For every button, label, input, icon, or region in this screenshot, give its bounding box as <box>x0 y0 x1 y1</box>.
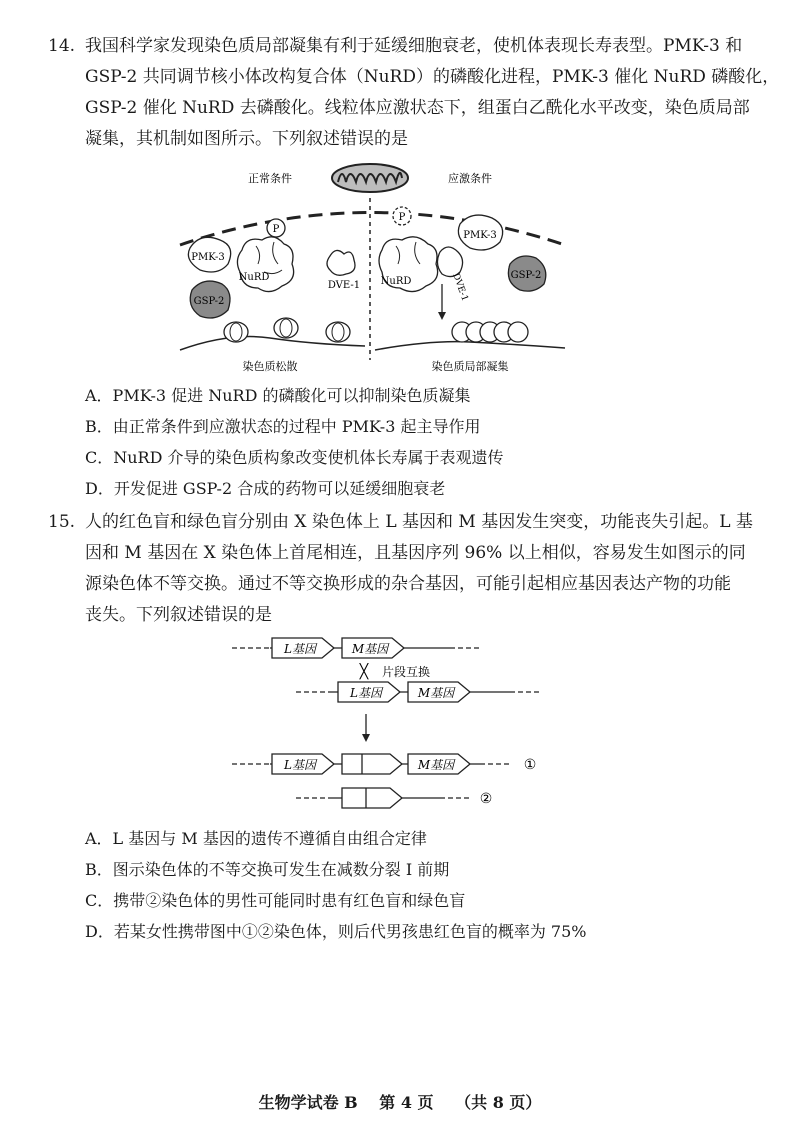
dve1-protein-left <box>327 250 360 291</box>
svg-text:P: P <box>272 224 280 235</box>
phosphate-left <box>267 219 285 237</box>
chromosome-2-marker: ② <box>479 791 493 807</box>
q14-option-b: B．由正常条件到应激状态的过程中 PMK-3 起主导作用 <box>85 417 481 436</box>
question-14-number: 14. <box>48 36 76 56</box>
recombinant-chromosome-1 <box>232 754 512 774</box>
chromatin-mechanism-figure <box>170 160 570 382</box>
svg-text:NuRD: NuRD <box>380 276 412 287</box>
nurd-complex-right <box>379 237 438 292</box>
question-15-line-3: 源染色体不等交换。通过不等交换形成的杂合基因，可能引起相应基因表达产物的功能 <box>85 574 731 594</box>
condensed-chromatin-caption: 染色质局部凝集 <box>431 360 509 373</box>
q14-option-c: C．NuRD 介导的染色质构象改变使机体长寿属于表观遗传 <box>85 448 504 467</box>
question-15-line-4: 丧失。下列叙述错误的是 <box>85 605 272 625</box>
l-gene-label-result: L基因 <box>284 758 316 772</box>
chromosome-1-marker: ① <box>523 757 537 773</box>
unequal-crossover-figure <box>230 630 570 819</box>
svg-text:DVE-1: DVE-1 <box>327 280 361 291</box>
l-gene-label-top: L基因 <box>284 642 316 656</box>
phosphate-dashed-right <box>393 207 411 225</box>
q15-option-b: B．图示染色体的不等交换可发生在减数分裂 I 前期 <box>85 860 450 879</box>
mitochondrion-icon <box>332 164 408 192</box>
m-gene-label-top: M基因 <box>351 642 389 656</box>
recombinant-chromosome-2 <box>296 788 470 808</box>
m-gene-label-bottom: M基因 <box>417 686 455 700</box>
total-pages: （共 8 页） <box>455 1093 542 1112</box>
svg-text:DVE-1: DVE-1 <box>450 271 470 303</box>
exam-title: 生物学试卷 B <box>258 1093 358 1112</box>
svg-text:NuRD: NuRD <box>238 272 270 283</box>
svg-text:P: P <box>398 212 406 223</box>
pmk3-protein-right <box>458 215 502 250</box>
exchange-label: 片段互换 <box>381 665 431 679</box>
cross-mark: ╳ <box>359 664 369 680</box>
question-14-line-2: GSP-2 共同调节核小体改构复合体（NuRD）的磷酸化进程，PMK-3 催化 NuRD 磷酸化， <box>85 67 780 87</box>
q15-option-c: C．携带②染色体的男性可能同时患有红色盲和绿色盲 <box>85 891 466 910</box>
l-gene-label-bottom: L基因 <box>350 686 382 700</box>
q14-option-a: A．PMK-3 促进 NuRD 的磷酸化可以抑制染色质凝集 <box>85 386 471 405</box>
q15-option-d: D．若某女性携带图中①②染色体，则后代男孩患红色盲的概率为 75% <box>85 922 587 941</box>
pmk3-protein-left <box>188 237 230 272</box>
stress-condition-label: 应激条件 <box>448 172 492 185</box>
question-14-line-3: GSP-2 催化 NuRD 去磷酸化。线粒体应激状态下，组蛋白乙酰化水平改变，染色质局部 <box>85 98 750 118</box>
chromosome-bottom <box>296 682 540 702</box>
svg-text:PMK-3: PMK-3 <box>463 230 497 241</box>
q15-option-a: A．L 基因与 M 基因的遗传不遵循自由组合定律 <box>85 829 427 848</box>
question-15-line-1: 人的红色盲和绿色盲分别由 X 染色体上 L 基因和 M 基因发生突变，功能丧失引起。L 基 <box>85 512 753 532</box>
gsp2-protein-right <box>508 256 545 291</box>
nurd-complex-left <box>237 237 293 292</box>
nuclear-envelope <box>180 213 565 246</box>
svg-text:GSP-2: GSP-2 <box>510 270 542 281</box>
page-number: 第 4 页 <box>379 1093 434 1112</box>
question-14-line-1: 我国科学家发现染色质局部凝集有利于延缓细胞衰老，使机体表现长寿表型。PMK-3 和 <box>85 36 743 56</box>
q14-option-d: D．开发促进 GSP-2 合成的药物可以延缓细胞衰老 <box>85 479 446 498</box>
loose-chromatin-caption: 染色质松散 <box>242 360 298 373</box>
loose-chromatin <box>180 318 365 350</box>
question-15-line-2: 因和 M 基因在 X 染色体上首尾相连，且基因序列 96% 以上相似，容易发生如图示的同 <box>85 543 746 563</box>
condensed-chromatin <box>375 322 565 350</box>
svg-text:GSP-2: GSP-2 <box>193 296 225 307</box>
chromosome-top <box>232 638 480 658</box>
gsp2-protein-left <box>190 281 230 318</box>
m-gene-label-result: M基因 <box>417 758 455 772</box>
page-footer <box>0 1090 800 1113</box>
normal-condition-label: 正常条件 <box>248 172 292 185</box>
svg-text:PMK-3: PMK-3 <box>191 252 225 263</box>
question-15-number: 15. <box>48 512 76 532</box>
question-14-line-4: 凝集，其机制如图所示。下列叙述错误的是 <box>85 129 408 149</box>
